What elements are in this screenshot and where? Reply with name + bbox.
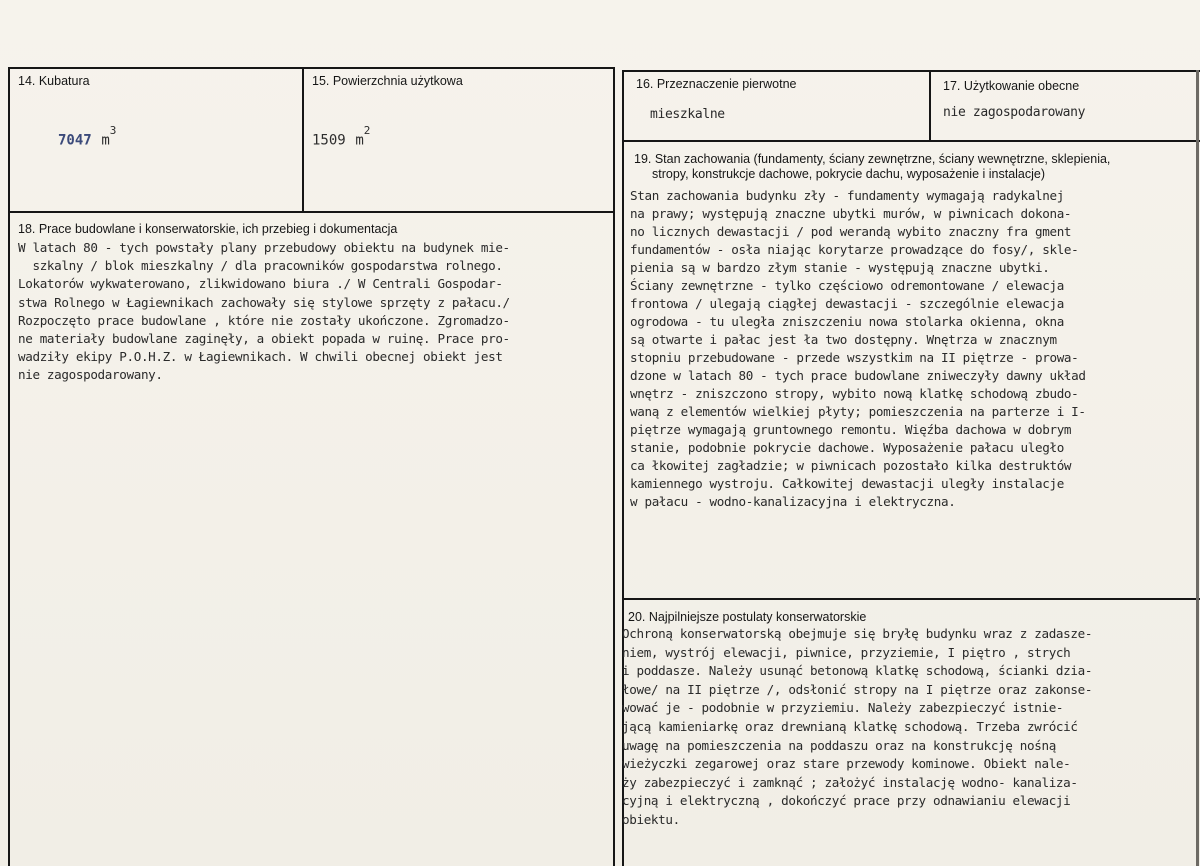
- postulaty-line: niem, wystrój elewacji, piwnice, przyziemie, I piętro , strych: [622, 644, 1071, 660]
- prace-line: Lokatorów wykwaterowano, zlikwidowano biura ./ W Centrali Gospodar-: [18, 276, 503, 292]
- stan-line: fundamentów - osła niając korytarze prowadzące do fosy/, skle-: [630, 242, 1079, 257]
- prace-line: wadziły ekipy P.O.H.Z. w Łagiewnikach. W chwili obecnej obiekt jest: [18, 349, 503, 365]
- rule-mid-left: [8, 211, 614, 213]
- stan-line: stopniu przebudowane - przede wszystkim na II piętrze - prowa-: [630, 350, 1079, 365]
- postulaty-line: jącą kamieniarkę oraz drewnianą klatkę schodową. Trzeba zwrócić: [622, 719, 1078, 734]
- rule-col-14-15: [302, 67, 304, 211]
- prace-line: Rozpoczęto prace budowlane , które nie zostały ukończone. Zgromadzo-: [18, 312, 510, 328]
- postulaty-line: uwagę na pomieszczenia na poddaszu oraz na konstrukcję nośną: [622, 737, 1056, 753]
- stan-line: ogrodowa - tu uległa zniszczeniu nowa stolarka okienna, okna: [630, 314, 1064, 329]
- stan-line: Ściany zewnętrzne - tylko częściowo odremontowane / elewacja: [630, 278, 1064, 293]
- kubatura-label: 14. Kubatura: [18, 74, 90, 88]
- postulaty-line: wieżyczki zegarowej oraz stare przewody kominowe. Obiekt nale-: [622, 756, 1071, 772]
- prace-line: nie zagospodarowany.: [18, 367, 163, 383]
- rule-mid-right-1: [622, 140, 1200, 142]
- powierzchnia-number: 1509: [312, 132, 346, 149]
- kubatura-unit-exp: 3: [109, 124, 117, 137]
- stan-line: stanie, podobnie pokrycie dachowe. Wyposażenie pałacu uległo: [630, 440, 1064, 455]
- rule-center-left: [613, 67, 615, 866]
- stan-label-line-2: stropy, konstrukcje dachowe, pokrycie dachu, wyposażenie i instalacje): [652, 167, 1046, 181]
- stan-line: Stan zachowania budynku zły - fundamenty wymagają radykalnej: [630, 188, 1064, 203]
- prace-line: stwa Rolnego w Łagiewnikach zachowały się stylowe sprzęty z pałacu./: [18, 294, 510, 310]
- stan-line: w pałacu - wodno-kanalizacyjna i elektryczna.: [630, 494, 956, 509]
- postulaty-line: łowe/ na II piętrze /, odsłonić stropy na I piętrze oraz zakonse-: [622, 681, 1093, 697]
- stan-line: są otwarte i pałac jest ła two dostępny. Wnętrza w znacznym: [630, 332, 1057, 347]
- postulaty-line: i poddasze. Należy usunąć betonową klatkę schodową, ścianki dzia-: [622, 663, 1093, 679]
- przeznaczenie-value: mieszkalne: [650, 107, 725, 122]
- powierzchnia-unit: m: [355, 132, 364, 149]
- kubatura-value: [58, 124, 117, 149]
- uzytkowanie-label: 17. Użytkowanie obecne: [943, 79, 1080, 93]
- prace-line: szkalny / blok mieszkalny / dla pracowników gospodarstwa rolnego.: [18, 258, 503, 274]
- stan-label-line-1: 19. Stan zachowania (fundamenty, ściany zewnętrzne, ściany wewnętrzne, sklepienia,: [634, 152, 1111, 166]
- prace-line: W latach 80 - tych powstały plany przebudowy obiektu na budynek mie-: [18, 240, 510, 255]
- rule-col-16-17: [929, 70, 931, 140]
- przeznaczenie-label: 16. Przeznaczenie pierwotne: [636, 77, 797, 91]
- postulaty-line: Ochroną konserwatorską obejmuje się bryłę budynku wraz z zadasze-: [622, 626, 1093, 641]
- postulaty-line: obiektu.: [622, 812, 680, 827]
- stan-line: wnętrz - zniszczono stropy, wybito nową klatkę schodową zbudo-: [630, 386, 1079, 401]
- rule-right-edge: [1196, 70, 1199, 866]
- rule-mid-right-2: [622, 598, 1200, 600]
- postulaty-line: ży zabezpieczyć i zamknąć ; założyć instalację wodno- kanaliza-: [622, 774, 1078, 790]
- postulaty-line: wować je - podobnie w przyziemiu. Należy zabezpieczyć istnie-: [622, 700, 1064, 716]
- stan-line: kamiennego wystroju. Całkowitej dewastacji uległy instalacje: [630, 476, 1064, 491]
- powierzchnia-label: 15. Powierzchnia użytkowa: [312, 74, 463, 88]
- stan-line: dzone w latach 80 - tych prace budowlane zniweczyły dawny układ: [630, 368, 1086, 383]
- uzytkowanie-value: nie zagospodarowany: [943, 105, 1086, 120]
- stan-line: na prawy; występują znaczne ubytki murów, w piwnicach dokona-: [630, 206, 1072, 221]
- kubatura-unit: m: [101, 132, 110, 149]
- stan-line: waną z elementów wielkiej płyty; pomieszczenia na parterze i I-: [630, 404, 1086, 419]
- powierzchnia-value: [312, 124, 371, 149]
- stan-line: frontowa / ulegają ciągłej dewastacji - szczególnie elewacja: [630, 296, 1064, 311]
- postulaty-line: cyjną i elektryczną , dokończyć prace przy odnawianiu elewacji: [622, 793, 1071, 809]
- postulaty-label: 20. Najpilniejsze postulaty konserwatorskie: [628, 610, 867, 624]
- prace-label: 18. Prace budowlane i konserwatorskie, ich przebieg i dokumentacja: [18, 222, 398, 236]
- rule-top-left: [8, 67, 614, 69]
- kubatura-number: 7047: [58, 132, 92, 149]
- stan-line: piętrze wymagają gruntownego remontu. Więźba dachowa w dobrym: [630, 422, 1072, 437]
- stan-line: ca łkowitej zagładzie; w piwnicach pozostało kilka destruktów: [630, 458, 1072, 473]
- rule-top-right: [622, 70, 1200, 72]
- stan-line: no licznych dewastacji / pod werandą wybito znaczny fra gment: [630, 224, 1072, 239]
- prace-line: ne materiały budowlane zaginęły, a obiekt popada w ruinę. Prace pro-: [18, 331, 510, 346]
- rule-left-edge: [8, 67, 10, 866]
- stan-line: pienia są w bardzo złym stanie - występują znaczne ubytki.: [630, 260, 1050, 275]
- powierzchnia-unit-exp: 2: [363, 124, 371, 137]
